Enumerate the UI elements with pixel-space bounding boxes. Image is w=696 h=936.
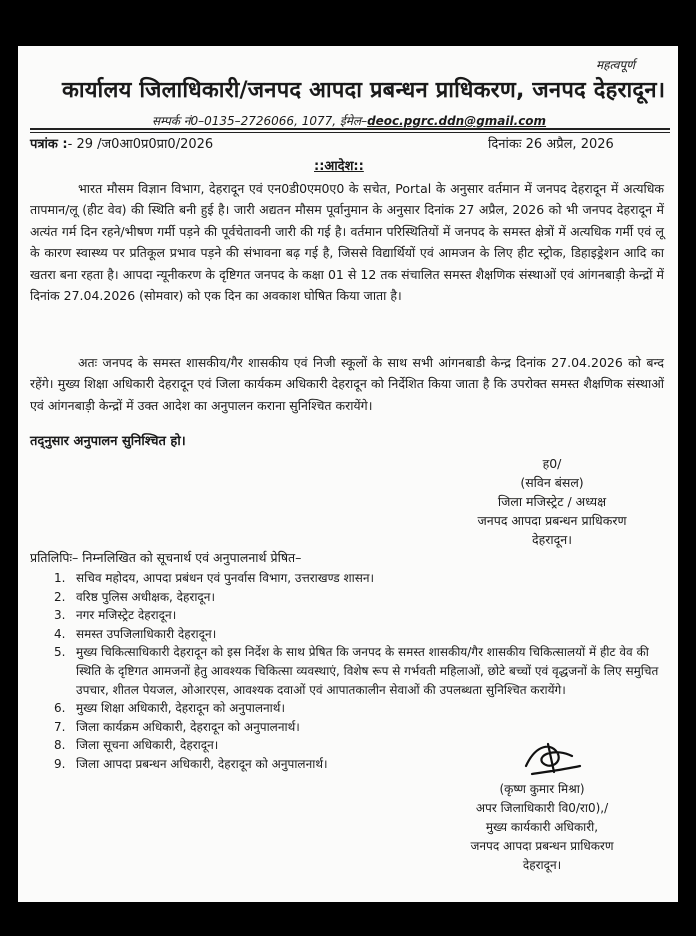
order-paragraph-2: अतः जनपद के समस्त शासकीय/गैर शासकीय एवं निजी स्कूलों के साथ सभी आंगनबाडी केन्द्र दिनांक 27.04.2026 को बन्द रहेंगे। मुख्य शिक्षा अधिकारी देहरादून एवं जिला कार्यकम अधिकारी देहरादून को निर्देशित किया जाता है कि उपरोक्त समस्त शैक्षणिक संस्थाओं एवं आंगनबाड़ी केन्द्रों में उक्त आदेश का अनुपालन कराना सुनिश्चित करायेंगे। [30, 355, 664, 413]
reference-number [30, 134, 213, 152]
signature-block-adm [442, 780, 642, 875]
importance-mark: महत्वपूर्ण [596, 58, 635, 72]
date-label: दिनांकः [488, 137, 522, 152]
order-paragraph-3: तद्नुसार अनुपालन सुनिश्चित हो। [30, 434, 186, 449]
contact-prefix: सम्पर्क नं0–0135–2726066, 1077, ईमेल– [152, 114, 368, 128]
signatory2-authority: जनपद आपदा प्रबन्धन प्राधिकरण [470, 839, 614, 853]
signatory-place: देहरादून। [532, 532, 572, 547]
signatory-name: (सविन बंसल) [520, 475, 584, 490]
signatory2-role: मुख्य कार्यकारी अधिकारी, [485, 820, 599, 834]
ref-label: पत्रांक : [30, 137, 68, 152]
order-date [488, 134, 614, 152]
list-item: 3. नगर मजिस्ट्रेट देहरादून। [54, 608, 177, 623]
signatory2-name: (कृष्ण कुमार मिश्रा) [499, 782, 585, 796]
signatory-authority: जनपद आपदा प्रबन्धन प्राधिकरण [477, 513, 627, 528]
list-item: 9. जिला आपदा प्रबन्धन अधिकारी, देहरादून को अनुपालनार्थ। [54, 756, 328, 771]
ref-value: - 29 /ज0आ0प्र0प्रा0/2026 [67, 137, 214, 152]
contact-line [152, 112, 546, 129]
header-rule-thin [30, 132, 670, 133]
list-item: 8. जिला सूचना अधिकारी, देहरादून। [54, 738, 219, 753]
copy-to-heading: प्रतिलिपिः– निम्नलिखित को सूचनार्थ एवं अनुपालनार्थ प्रेषित– [30, 550, 302, 565]
order-title: ::आदेश:: [314, 159, 364, 174]
office-title: कार्यालय जिलाधिकारी/जनपद आपदा प्रबन्धन प्राधिकरण, जनपद देहरादून। [62, 78, 666, 103]
signatory2-place: देहरादून। [522, 858, 562, 872]
list-item: 1. सचिव महोदय, आपदा प्रबंधन एवं पुनर्वास विभाग, उत्तराखण्ड शासन। [54, 571, 375, 585]
list-item: 5. मुख्य चिकित्साधिकारी देहरादून को इस निर्देश के साथ प्रेषित कि जनपद के समस्त शासकीय/गैर शासकीय चिकित्सालयों में हीट वेव की स्थिति के दृष्टिगत आमजनों हेतु आवश्यक चिकित्सा व्यवस्थाएं, विशेष रूप से गर्भवती महिलाओं, छोटे बच्चों एवं वृद्धजनों के लिए समुचित उपचार, शीतल पेयजल, ओआरएस, आवश्यक दवाओं एवं आपातकालीन सेवाओं की उपलब्धता सुनिश्चित करायेंगे। [54, 645, 659, 697]
signatory2-designation: अपर जिलाधिकारी वि0/रा0),/ [475, 801, 609, 815]
signature-block-dm [452, 454, 652, 549]
list-item: 2. वरिष्ठ पुलिस अधीक्षक, देहरादून। [54, 589, 216, 604]
list-item: 4. समस्त उपजिलाधिकारी देहरादून। [54, 626, 217, 641]
header-rule [30, 128, 670, 130]
order-paragraph-1: भारत मौसम विज्ञान विभाग, देहरादून एवं एन0डी0एम0ए0 के सचेत, Portal के अनुसार वर्तमान में जनपद देहरादून में अत्यधिक तापमान/लू (हीट वेव) की स्थिति बनी हुई है। जारी अद्यतन मौसम पूर्वानुमान के अनुसार दिनांक 27 अप्रैल, 2026 को भी जनपद देहरादून में अत्यंत गर्म दिन रहने/भीषण गर्मी पड़ने की पूर्वचेतावनी जारी की गई है। वर्तमान परिस्थितियों में जनपद के समस्त क्षेत्रों में अत्यधिक गर्मी एवं लू के कारण स्वास्थ्य पर प्रतिकूल प्रभाव पड़ने की संभावना बढ़ गई है, जिससे विद्यार्थियों एवं आमजन के लिए हीट स्ट्रोक, डिहाइड्रेशन आदि का खतरा बना रहता है। आपदा न्यूनीकरण के दृष्टिगत जनपद के कक्षा 01 से 12 तक संचालित समस्त शैक्षणिक संस्थाओं एवं आंगनबाड़ी केन्द्रों में दिनांक 27.04.2026 (सोमवार) को एक दिन का अवकाश घोषित किया जाता है। [30, 181, 664, 304]
document-page [18, 46, 678, 902]
signatory-designation: जिला मजिस्ट्रेट / अध्यक्ष [497, 494, 607, 509]
handwritten-signature [518, 736, 588, 782]
signature-mark: ह0/ [542, 456, 562, 471]
list-item: 7. जिला कार्यक्रम अधिकारी, देहरादून को अनुपालनार्थ। [54, 719, 300, 734]
email-address: deoc.pgrc.ddn@gmail.com [367, 114, 547, 128]
list-item: 6. मुख्य शिक्षा अधिकारी, देहरादून को अनुपालनार्थ। [54, 701, 286, 716]
date-value: 26 अप्रैल, 2026 [525, 137, 614, 152]
